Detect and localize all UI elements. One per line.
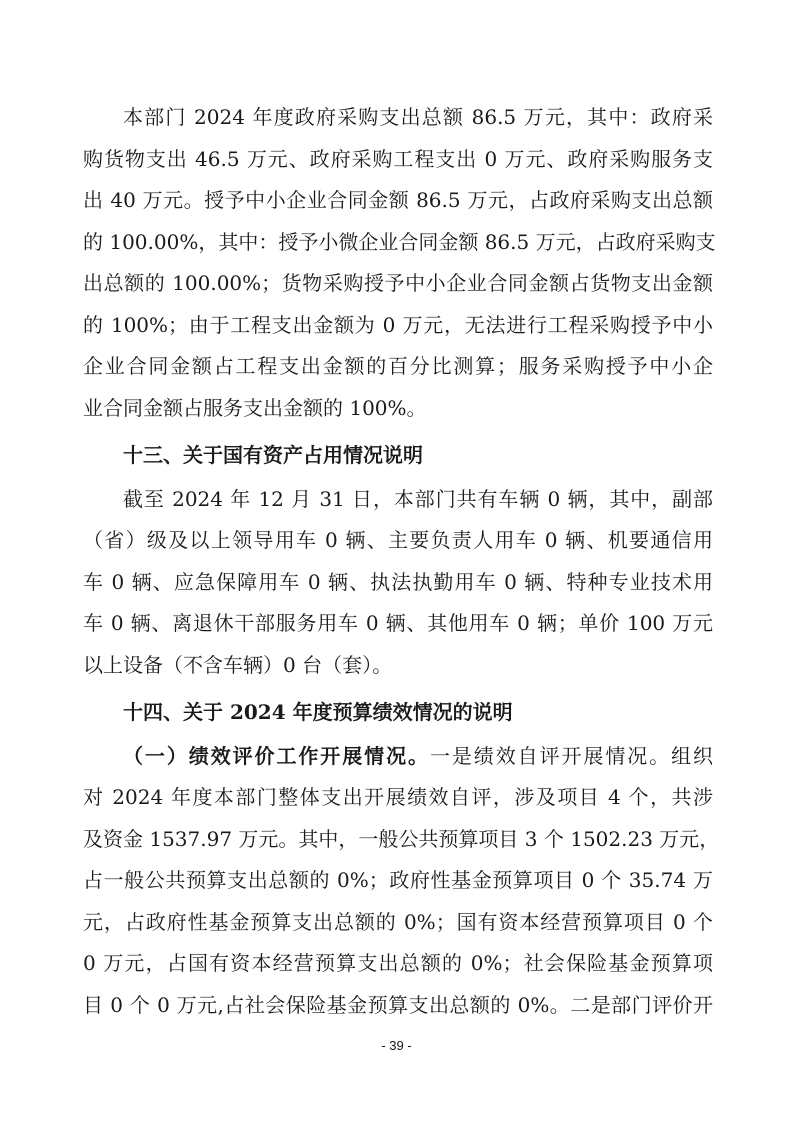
text-line: 企业合同金额占工程支出金额的百分比测算；服务采购授予中小企 bbox=[83, 354, 713, 378]
page-number: - 39 - bbox=[381, 1038, 412, 1053]
text-line: 截至 2024 年 12 月 31 日，本部门共有车辆 0 辆，其中，副部 bbox=[123, 486, 713, 511]
paragraph-assets bbox=[83, 479, 713, 687]
paragraph-performance bbox=[83, 736, 720, 1027]
text-line: 出总额的 100.00%；货物采购授予中小企业合同金额占货物支出金额 bbox=[83, 271, 713, 295]
text-line: 的 100%；由于工程支出金额为 0 万元，无法进行工程采购授予中小 bbox=[83, 312, 713, 337]
text-line: 车 0 辆、应急保障用车 0 辆、执法执勤用车 0 辆、特种专业技术用 bbox=[83, 569, 713, 594]
text-line: （省）级及以上领导用车 0 辆、主要负责人用车 0 辆、机要通信用 bbox=[83, 528, 713, 552]
text-line: 购货物支出 46.5 万元、政府采购工程支出 0 万元、政府采购服务支 bbox=[83, 146, 713, 171]
section-heading-14: 十四、关于 2024 年度预算绩效情况的说明 bbox=[123, 700, 513, 724]
text-line: 及资金 1537.97 万元。其中，一般公共预算项目 3 个 1502.23 万元， bbox=[83, 826, 720, 851]
document-body bbox=[83, 97, 720, 1026]
text-line: 车 0 辆、离退休干部服务用车 0 辆、其他用车 0 辆；单价 100 万元 bbox=[83, 611, 713, 635]
text-line: 的 100.00%，其中：授予小微企业合同金额 86.5 万元，占政府采购支 bbox=[83, 229, 716, 254]
text-line: 业合同金额占服务支出金额的 100%。 bbox=[83, 395, 427, 420]
text-line: 本部门 2024 年度政府采购支出总额 86.5 万元，其中：政府采 bbox=[123, 105, 713, 129]
subheading-lead: （一）绩效评价工作开展情况。 bbox=[123, 743, 430, 768]
text-line: 出 40 万元。授予中小企业合同金额 86.5 万元，占政府采购支出总额 bbox=[83, 188, 713, 212]
text-line: 占一般公共预算支出总额的 0%；政府性基金预算项目 0 个 35.74 万 bbox=[83, 868, 713, 892]
text-line: 对 2024 年度本部门整体支出开展绩效自评，涉及项目 4 个，共涉 bbox=[83, 785, 713, 809]
text-line: 元，占政府性基金预算支出总额的 0%；国有资本经营预算项目 0 个 bbox=[83, 909, 713, 934]
text-line: 目 0 个 0 万元,占社会保险基金预算支出总额的 0%。二是部门评价开 bbox=[83, 992, 713, 1017]
text-line: 以上设备（不含车辆）0 台（套）。 bbox=[83, 652, 393, 677]
paragraph-procurement bbox=[83, 97, 716, 429]
text-span: 一是绩效自评开展情况。组织 bbox=[429, 743, 714, 768]
text-line: 0 万元，占国有资本经营预算支出总额的 0%；社会保险基金预算项 bbox=[83, 951, 713, 975]
text-line bbox=[83, 736, 713, 778]
section-heading-13: 十三、关于国有资产占用情况说明 bbox=[123, 443, 423, 467]
